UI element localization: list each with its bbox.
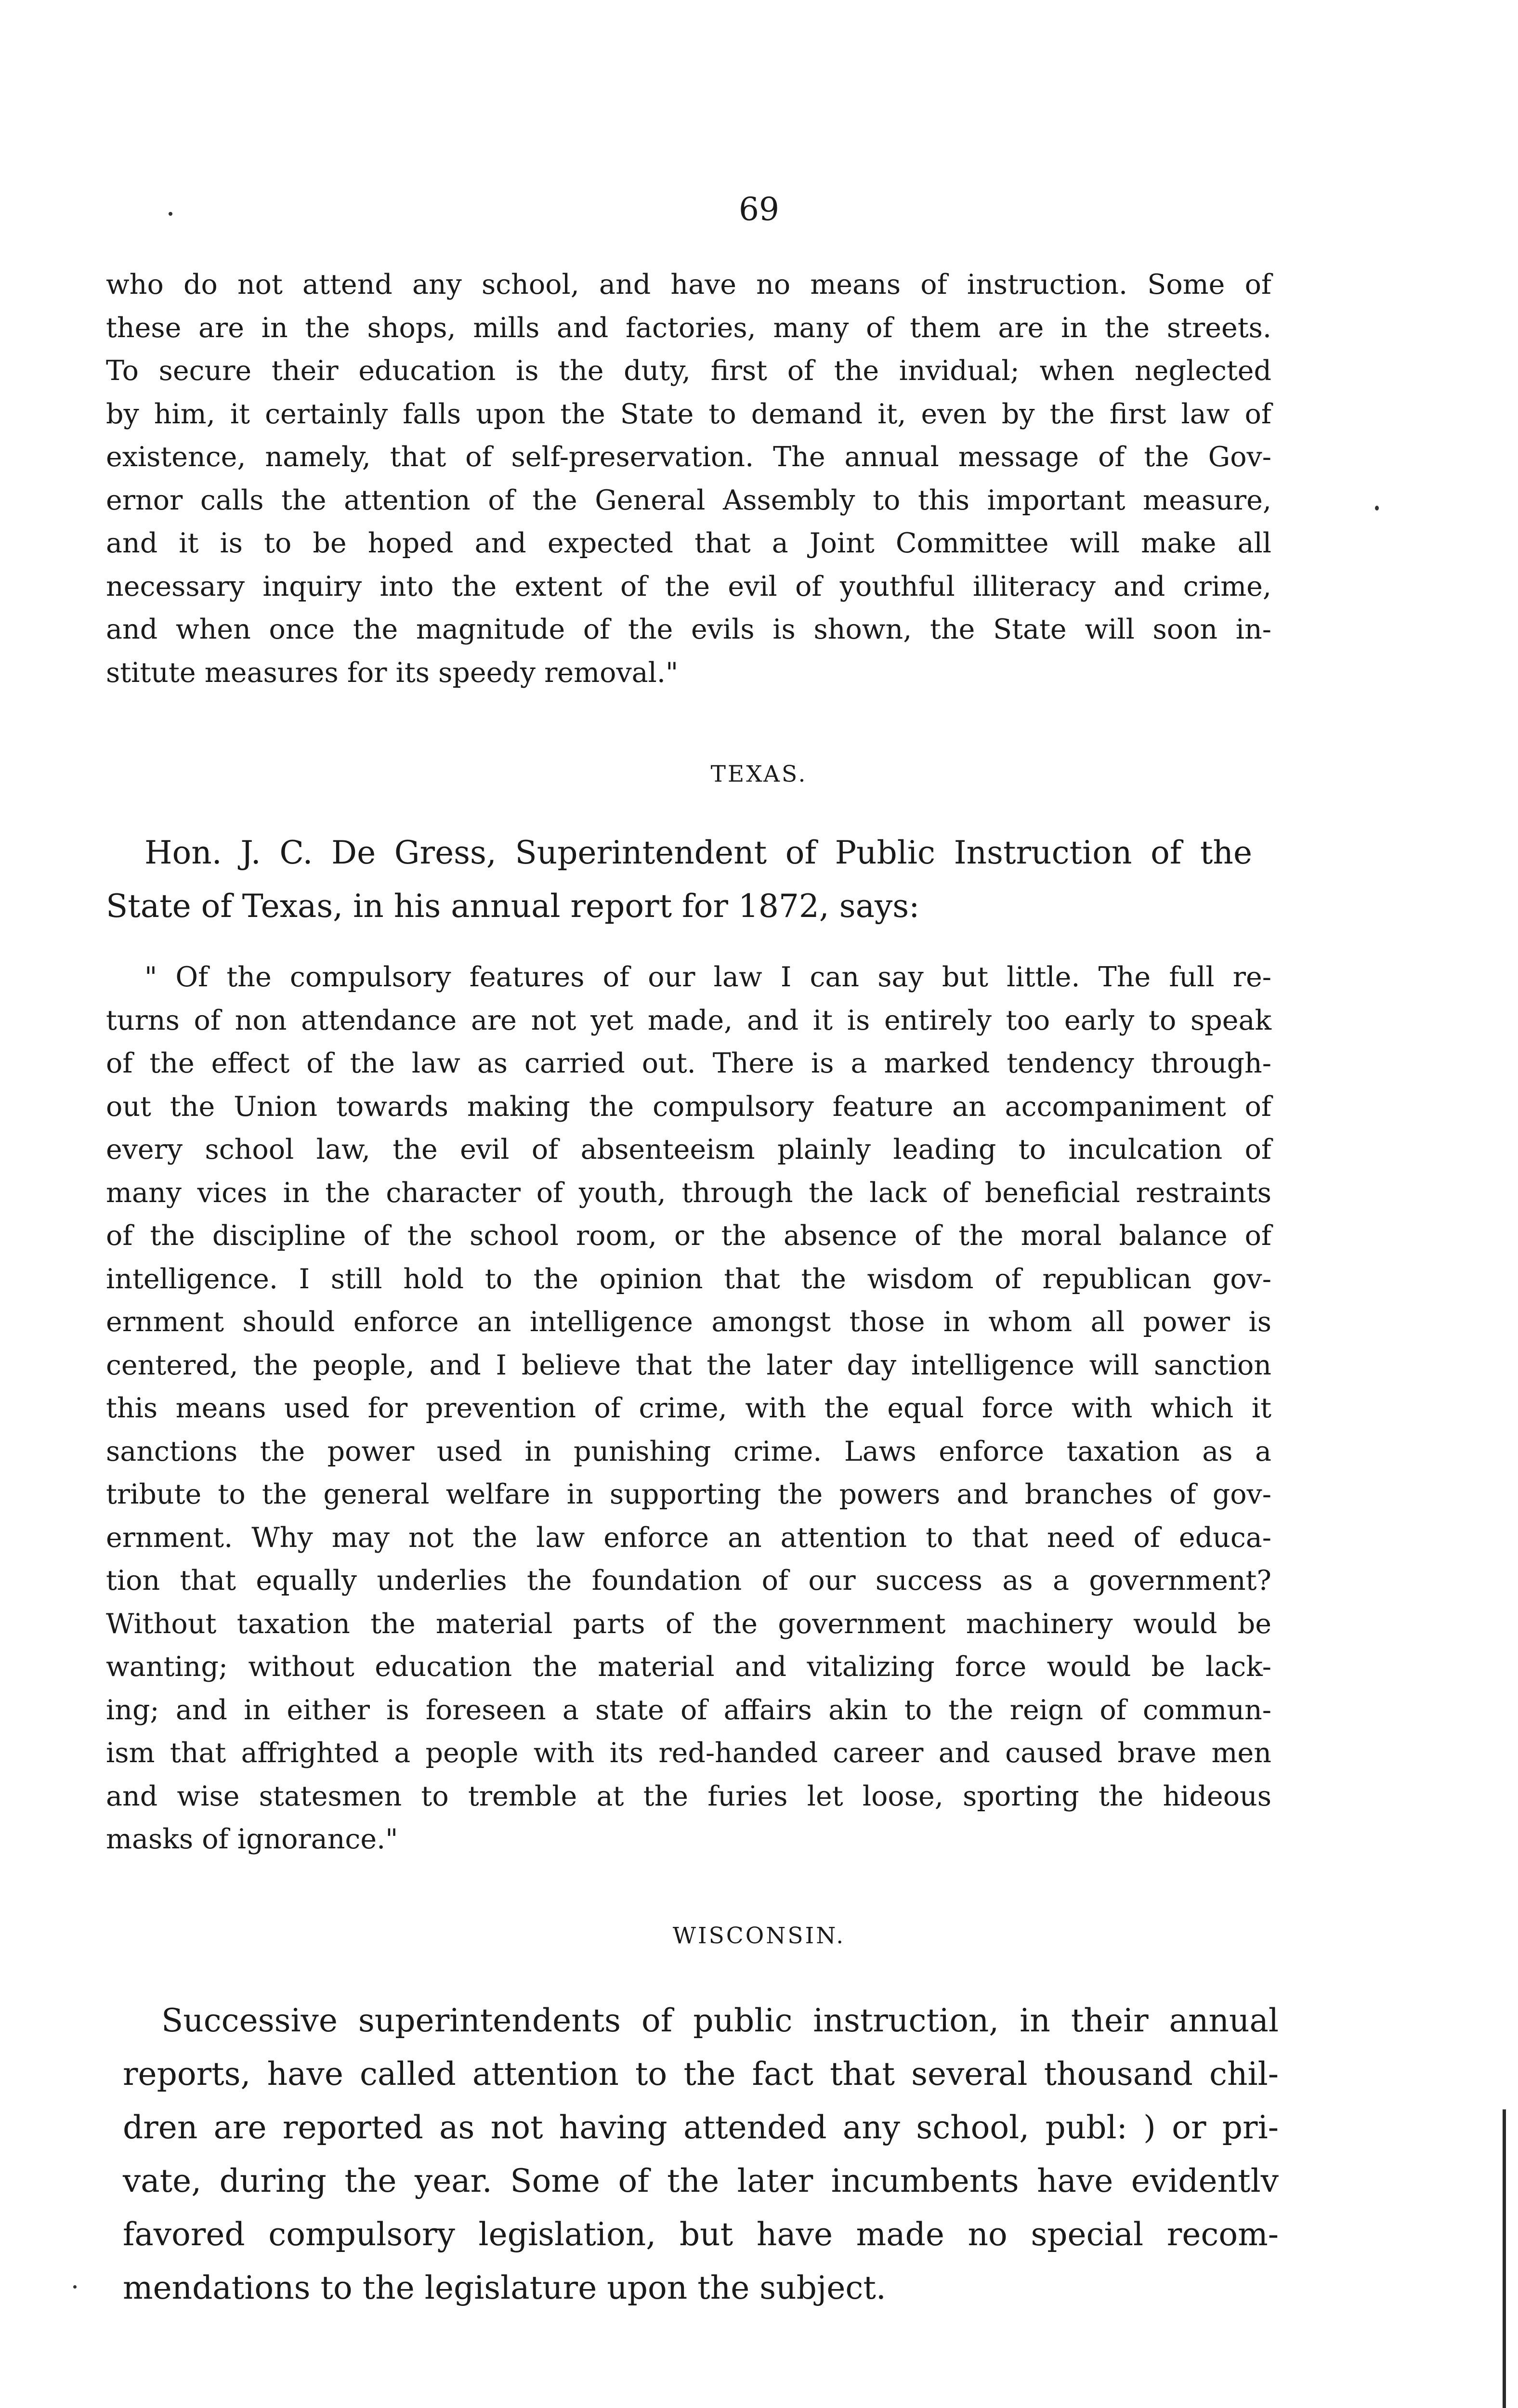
text-line: masks of ignorance." <box>106 1823 398 1855</box>
texas-quote <box>106 956 1271 1861</box>
text-line: ing; and in either is foreseen a state of affairs akin to the reign of commun- <box>106 1694 1271 1726</box>
scan-speck <box>73 2285 77 2289</box>
page-number: 69 <box>739 191 779 228</box>
continued-quote <box>106 263 1271 694</box>
text-line: tribute to the general welfare in supporting the powers and branches of gov- <box>106 1479 1271 1510</box>
text-line: ernment should enforce an intelligence amongst those in whom all power is <box>106 1306 1271 1338</box>
text-line: of the effect of the law as carried out. There is a marked tendency through- <box>106 1047 1271 1079</box>
text-line: centered, the people, and I believe that the later day intelligence will sanction <box>106 1349 1271 1381</box>
texas-intro <box>106 826 1252 933</box>
text-line: many vices in the character of youth, through the lack of beneficial restraints <box>106 1177 1271 1209</box>
text-line: every school law, the evil of absenteeism plainly leading to inculcation of <box>106 1134 1271 1165</box>
wisconsin-heading: WISCONSIN. <box>672 1923 846 1949</box>
text-line: by him, it certainly falls upon the State to demand it, even by the first law of <box>106 398 1271 430</box>
text-line: vate, during the year. Some of the later incumbents have evidentlv <box>123 2162 1279 2199</box>
scan-speck <box>1375 506 1379 510</box>
text-line: sanctions the power used in punishing crime. Laws enforce taxation as a <box>106 1435 1271 1467</box>
text-line: " Of the compulsory features of our law I can say but little. The full re- <box>144 961 1271 993</box>
text-line: turns of non attendance are not yet made, and it is entirely too early to speak <box>106 1004 1271 1036</box>
texas-heading: TEXAS. <box>710 761 808 787</box>
text-line: and wise statesmen to tremble at the furies let loose, sporting the hideous <box>106 1780 1271 1812</box>
text-line: out the Union towards making the compulsory feature an accompaniment of <box>106 1090 1271 1123</box>
text-line: Without taxation the material parts of the government machinery would be <box>106 1608 1271 1640</box>
text-line: State of Texas, in his annual report for 1872, says: <box>106 888 920 925</box>
text-line: dren are reported as not having attended any school, publ: ) or pri- <box>123 2109 1279 2146</box>
text-line: favored compulsory legislation, but have made no special recom- <box>123 2216 1279 2253</box>
text-line: this means used for prevention of crime, with the equal force with which it <box>106 1392 1271 1424</box>
text-line: who do not attend any school, and have no means of instruction. Some of <box>106 269 1271 301</box>
text-line: To secure their education is the duty, first of the invidual; when neglected <box>106 355 1271 387</box>
text-line: mendations to the legislature upon the subject. <box>123 2269 886 2306</box>
text-line: stitute measures for its speedy removal." <box>106 656 679 689</box>
text-line: ernor calls the attention of the General Assembly to this important measure, <box>106 484 1271 516</box>
text-line: intelligence. I still hold to the opinion that the wisdom of republican gov- <box>106 1263 1271 1295</box>
text-line: and when once the magnitude of the evils is shown, the State will soon in- <box>106 614 1271 645</box>
text-line: Successive superintendents of public instruction, in their annual <box>161 2002 1279 2039</box>
scan-speck <box>169 212 172 216</box>
text-line: existence, namely, that of self-preservation. The annual message of the Gov- <box>106 441 1271 473</box>
text-line: reports, have called attention to the fact that several thousand chil- <box>123 2055 1279 2093</box>
text-line: and it is to be hoped and expected that a Joint Committee will make all <box>106 527 1271 559</box>
text-line: wanting; without education the material and vitalizing force would be lack- <box>106 1651 1271 1683</box>
text-line: necessary inquiry into the extent of the evil of youthful illiteracy and crime, <box>106 570 1271 602</box>
text-line: ernment. Why may not the law enforce an attention to that need of educa- <box>106 1521 1271 1554</box>
text-line: tion that equally underlies the foundation of our success as a government? <box>106 1565 1271 1597</box>
text-line: Hon. J. C. De Gress, Superintendent of Public Instruction of the <box>144 834 1252 871</box>
text-line: these are in the shops, mills and factories, many of them are in the streets. <box>106 312 1271 344</box>
wisconsin-paragraph <box>123 1994 1279 2315</box>
text-line: ism that affrighted a people with its red-handed career and caused brave men <box>106 1737 1271 1769</box>
text-line: of the discipline of the school room, or the absence of the moral balance of <box>106 1220 1271 1252</box>
page-edge-line <box>1503 2109 1506 2408</box>
